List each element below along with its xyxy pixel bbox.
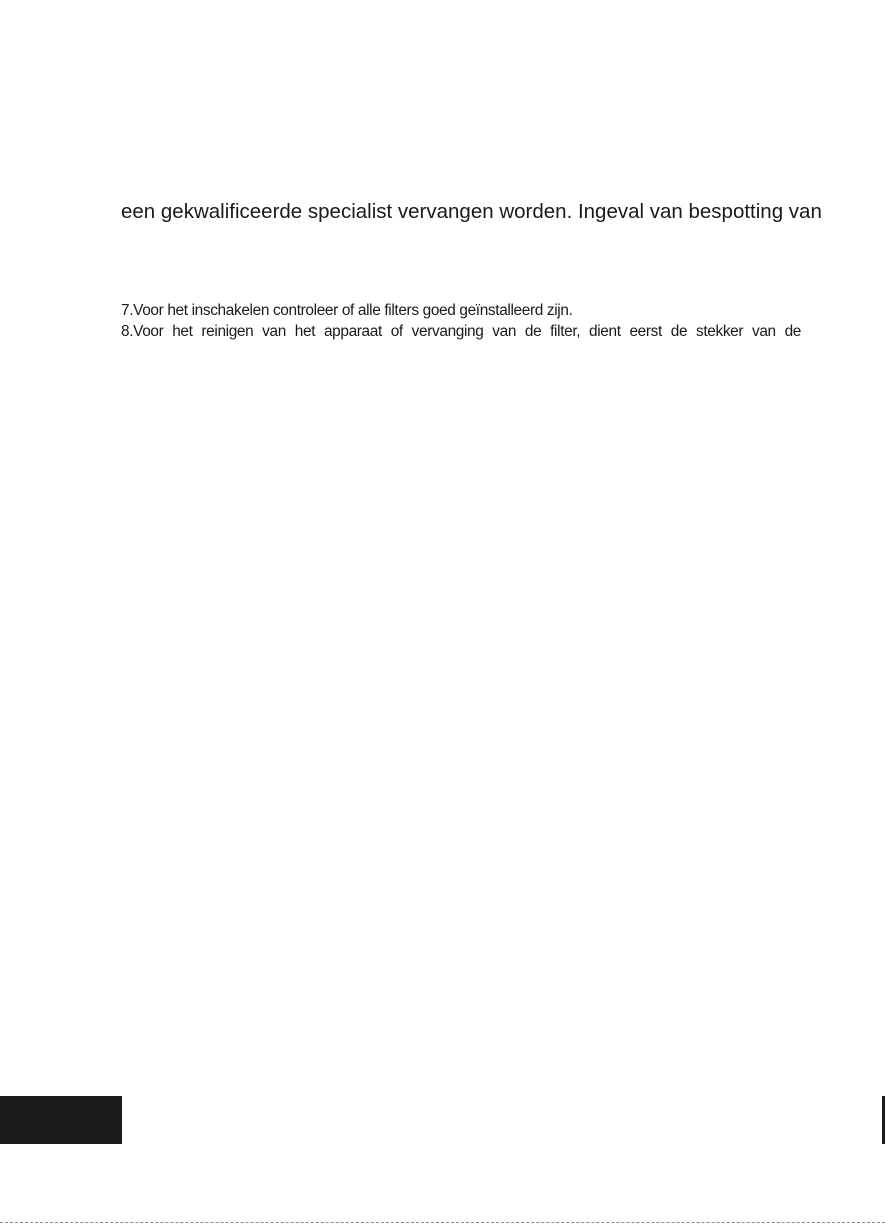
- bottom-divider: [0, 1222, 885, 1223]
- paragraph-line-specialist: een gekwalificeerde specialist vervangen worden. Ingeval van bespotting van: [121, 200, 822, 223]
- page-tab-marker: [0, 1096, 122, 1144]
- instruction-item-8: 8.Voor het reinigen van het apparaat of vervanging van de filter, dient eerst de stekker van de: [121, 323, 801, 340]
- instruction-item-7: 7.Voor het inschakelen controleer of alle filters goed geïnstalleerd zijn.: [121, 302, 573, 319]
